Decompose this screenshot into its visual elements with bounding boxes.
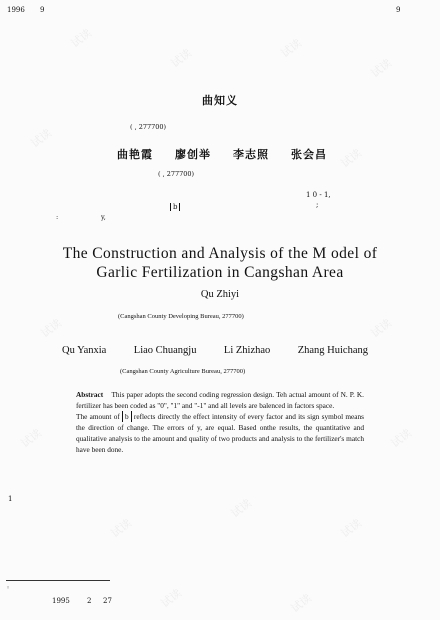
chinese-affiliation-2: ( , 277700) [158,170,195,178]
chinese-keyword-colon: : [56,213,59,221]
chinese-ref-number: 1 0 - 1, [306,191,331,199]
english-author: Liao Chuangju [133,345,197,356]
abstract [76,389,364,456]
english-title-line1: The Construction and Analysis of the M odel of [62,245,378,262]
footnote-rule [6,580,110,581]
abstract-text-2a: The amount of [76,412,123,422]
abstract-paragraph-2 [76,411,364,455]
english-author: Li Zhizhao [223,345,271,356]
chinese-author: 李志照 [233,148,269,161]
chinese-affiliation-1: ( , 277700) [130,123,167,131]
chinese-author: 曲艳霞 [117,148,153,161]
margin-mark: 1 [8,495,13,503]
chinese-semicolon: ; [316,201,319,209]
english-author: Qu Yanxia [62,345,107,356]
footnote-year: 1995 [52,597,70,605]
watermark: 试读 [228,496,254,521]
watermark: 试读 [368,316,394,341]
english-authors [62,345,368,356]
watermark: 试读 [338,146,364,171]
chinese-bracket-symbol [170,203,180,211]
chinese-authors [117,146,327,162]
english-author: Zhang Huichang [297,345,368,356]
watermark: 试读 [18,426,44,451]
watermark: 试读 [288,591,314,616]
abstract-text-2b: reflects directly the effect intensity of every factor and its sign symbol means the direction of change. The errors of y, are equal. Based onthe results, the quantitative and qualitative analysis to the amount and quality of two products and analysis to the fertilizer's match have been done. [76,412,364,455]
english-affiliation-2: (Cangshan County Agriculture Bureau, 277700) [120,368,246,375]
watermark: 试读 [368,56,394,81]
english-author-1: Qu Zhiyi [200,289,240,300]
watermark: 试读 [278,36,304,61]
abstract-label: Abstract [76,390,104,399]
bracket-symbol: b [170,203,180,211]
footnote-marker: ◦ [6,584,11,592]
footnote-day: 27 [103,597,112,605]
footnote-month: 2 [87,597,92,605]
bracket-symbol: b [122,411,132,422]
chinese-title: 曲知义 [202,94,238,107]
header-year: 1996 [7,6,25,14]
english-affiliation-1: (Cangshan County Developing Bureau, 277700) [118,313,244,320]
watermark: 试读 [168,46,194,71]
watermark: 试读 [68,26,94,51]
english-title-line2: Garlic Fertilization in Cangshan Area [96,264,344,281]
chinese-author: 张会昌 [291,148,327,161]
watermark: 试读 [388,426,414,451]
watermark: 试读 [108,516,134,541]
header-page-number: 9 [396,6,401,14]
chinese-keyword-y: y, [101,213,106,221]
chinese-author: 廖创举 [175,148,211,161]
abstract-paragraph-1 [76,389,364,411]
watermark: 试读 [28,126,54,151]
watermark: 试读 [38,316,64,341]
watermark: 试读 [158,586,184,611]
header-issue: 9 [40,6,45,14]
abstract-text-1: This paper adopts the second coding regression design. Teh actual amount of N. P. K. fertilizer has been coded as "0", "1" and "-1" and all levels are balenced in factors space. [76,390,364,411]
watermark: 试读 [338,516,364,541]
